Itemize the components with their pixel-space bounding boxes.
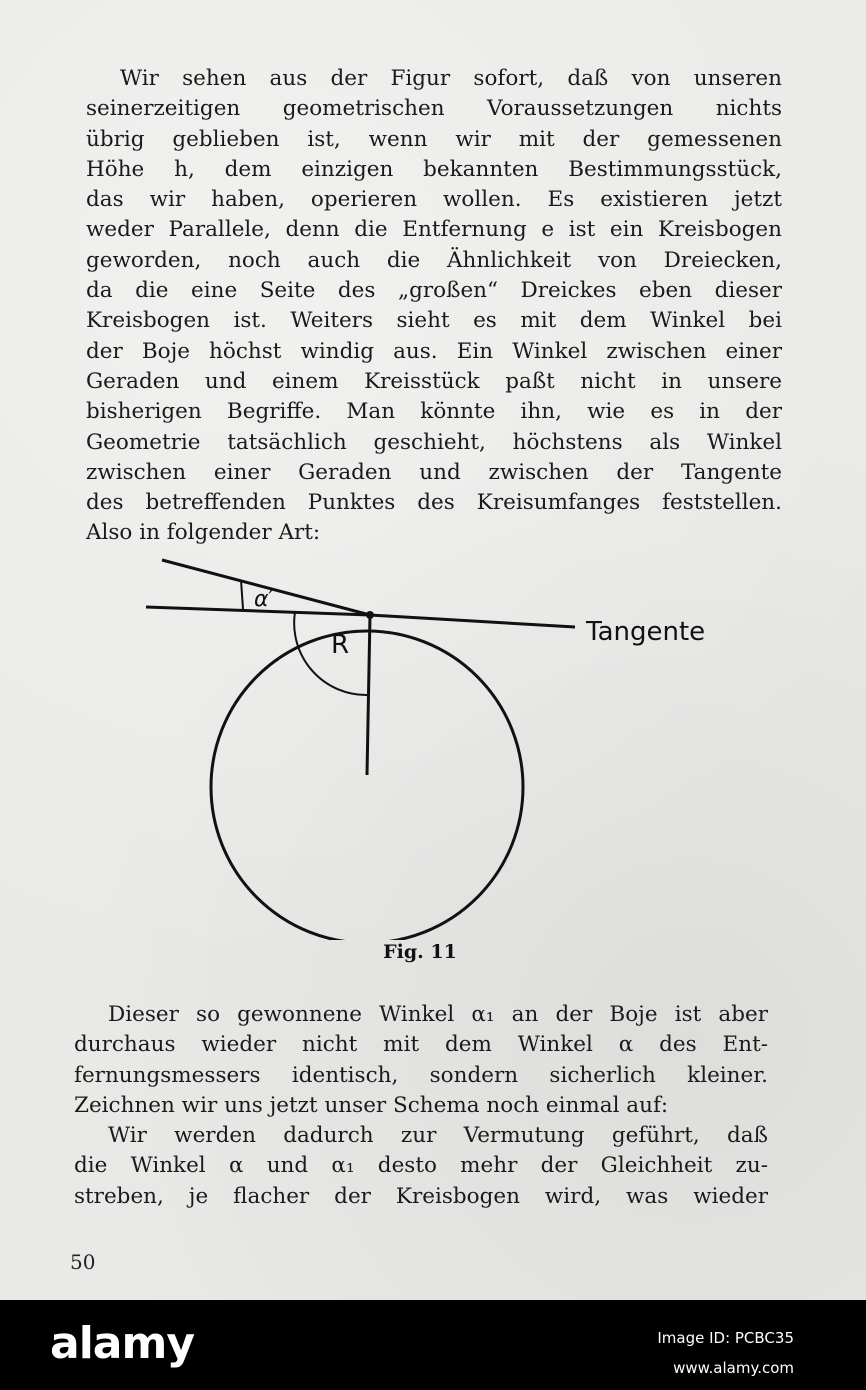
text-line: das wir haben, operieren wollen. Es existieren jetzt	[86, 187, 782, 213]
paragraph-1	[86, 64, 782, 549]
angle-label: α′	[254, 587, 274, 612]
figure-caption: Fig. 11	[383, 941, 457, 963]
text-line: streben, je flacher der Kreisbogen wird, was wieder	[74, 1183, 768, 1209]
tangent-circle-figure	[140, 555, 760, 940]
text-line: Also in folgender Art:	[86, 520, 321, 546]
text-line: fernungsmessers identisch, sondern sicherlich kleiner.	[74, 1062, 768, 1088]
watermark-info	[657, 1323, 794, 1383]
site-url: www.alamy.com	[673, 1359, 794, 1377]
vertex-dot	[366, 611, 374, 619]
text-line: Wir werden dadurch zur Vermutung geführt, daß	[108, 1123, 768, 1149]
text-line: bisherigen Begriffe. Man könnte ihn, wie es in der	[86, 399, 782, 425]
tangent-label: Tangente	[586, 617, 706, 647]
text-line: seinerzeitigen geometrischen Voraussetzungen nichts	[86, 96, 782, 122]
text-line: Zeichnen wir uns jetzt unser Schema noch einmal auf:	[74, 1092, 669, 1118]
text-line: da die eine Seite des „großen“ Dreickes eben dieser	[86, 278, 782, 304]
text-line: Wir sehen aus der Figur sofort, daß von unseren	[120, 66, 782, 91]
text-line: Geraden und einem Kreisstück paßt nicht in unsere	[86, 368, 782, 394]
image-id: Image ID: PCBC35	[657, 1329, 794, 1347]
radius-label: R	[331, 630, 350, 660]
text-line: übrig geblieben ist, wenn wir mit der gemessenen	[86, 126, 782, 152]
angle-tick	[241, 580, 243, 609]
text-line: zwischen einer Geraden und zwischen der Tangente	[86, 459, 782, 485]
text-line: Dieser so gewonnene Winkel α₁ an der Boje ist aber	[108, 1002, 768, 1027]
text-line: die Winkel α und α₁ desto mehr der Gleichheit zu-	[74, 1153, 768, 1179]
text-line: Geometrie tatsächlich geschieht, höchstens als Winkel	[86, 429, 782, 455]
alamy-logo: alamy	[50, 1318, 194, 1369]
text-line: geworden, noch auch die Ähnlichkeit von Dreiecken,	[86, 247, 782, 273]
tangent-line	[370, 615, 575, 627]
text-line: weder Parallele, denn die Entfernung e ist ein Kreisbogen	[86, 217, 782, 243]
circle	[211, 631, 523, 940]
text-line: der Boje höchst windig aus. Ein Winkel zwischen einer	[86, 338, 782, 364]
text-line: des betreffenden Punktes des Kreisumfanges feststellen.	[86, 490, 782, 516]
page-number: 50	[70, 1250, 96, 1274]
paragraph-2	[74, 1000, 768, 1212]
text-line: durchaus wieder nicht mit dem Winkel α des Ent-	[74, 1032, 768, 1058]
text-line: Höhe h, dem einzigen bekannten Bestimmungsstück,	[86, 156, 782, 182]
text-line: Kreisbogen ist. Weiters sieht es mit dem Winkel bei	[86, 308, 782, 334]
radius-line	[367, 615, 370, 775]
